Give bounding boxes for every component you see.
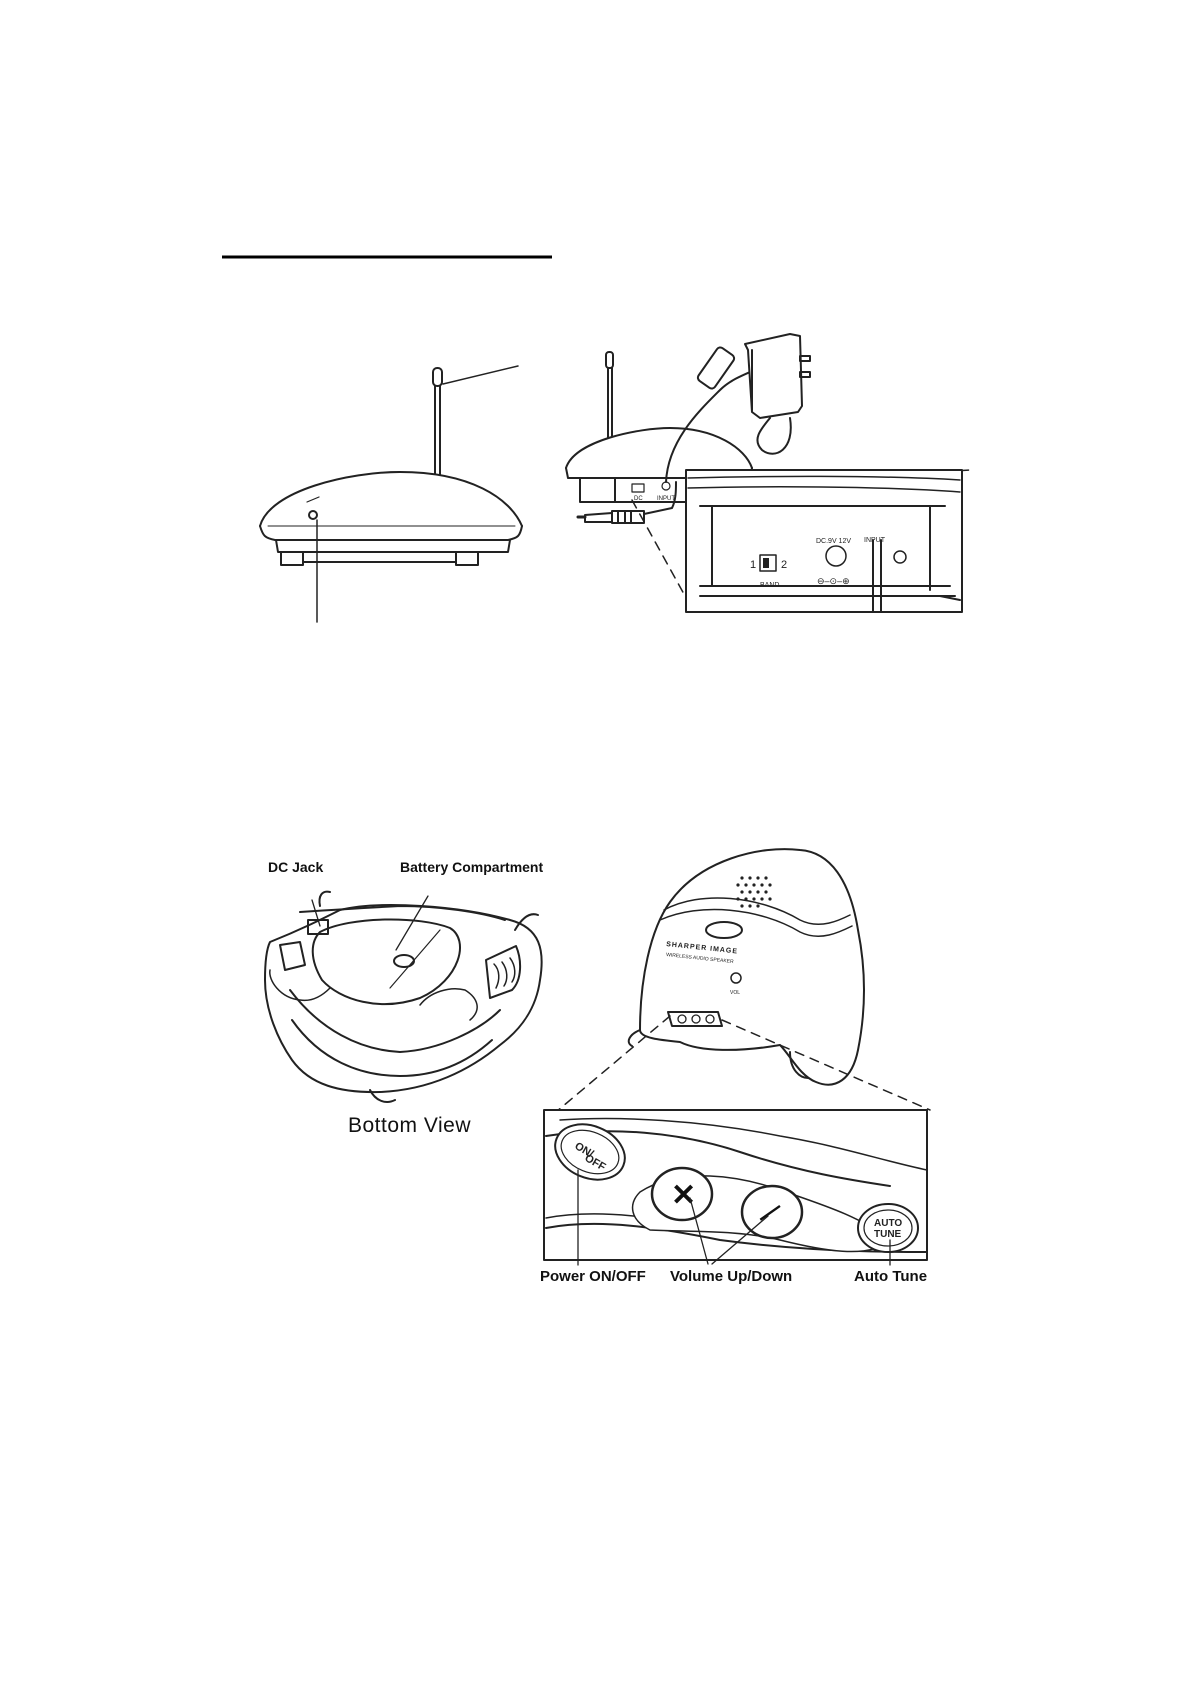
speaker-brand-sub: WIRELESS AUDIO SPEAKER [665, 952, 734, 966]
transmitter-diagram [0, 300, 1191, 640]
speaker-diagram [0, 820, 1191, 1310]
auto-tune-button-top: AUTO [874, 1218, 903, 1229]
header-rule [0, 0, 1191, 300]
power-on-off-label: Power ON/OFF [540, 1268, 646, 1285]
auto-tune-label: Auto Tune [854, 1268, 928, 1285]
speaker-brand: SHARPER IMAGE [665, 941, 739, 956]
dc-jack-label: DC Jack [268, 859, 324, 875]
on-off-button-bottom: OFF [582, 1152, 608, 1174]
volume-down-button: — [751, 1193, 788, 1230]
transmitter-front-icon [260, 472, 522, 565]
vol-label: VOL [730, 990, 741, 996]
input-label: INPUT [864, 537, 885, 544]
small-panel-dc: DC [634, 496, 643, 502]
speaker-front-icon [629, 849, 864, 1085]
battery-compartment-label: Battery Compartment [400, 859, 544, 875]
band-switch-2: 2 [781, 559, 788, 571]
volume-up-button: ✕ [671, 1179, 697, 1212]
speaker-bottom-view-icon [265, 892, 542, 1102]
band-switch-1: 1 [750, 559, 757, 571]
control-panel-detail [544, 1110, 927, 1260]
on-off-button-top: ON/ [572, 1140, 596, 1161]
antenna-icon [433, 368, 442, 488]
small-panel-input: INPUT [657, 496, 675, 502]
polarity-symbol: ⊖–⊙–⊕ [817, 576, 850, 586]
volume-up-down-label: Volume Up/Down [670, 1268, 793, 1285]
band-label: BAND [760, 582, 780, 589]
auto-tune-button-bottom: TUNE [874, 1229, 902, 1240]
dc-input-label: DC.9V 12V [816, 538, 852, 545]
bottom-view-label: Bottom View [348, 1114, 471, 1137]
